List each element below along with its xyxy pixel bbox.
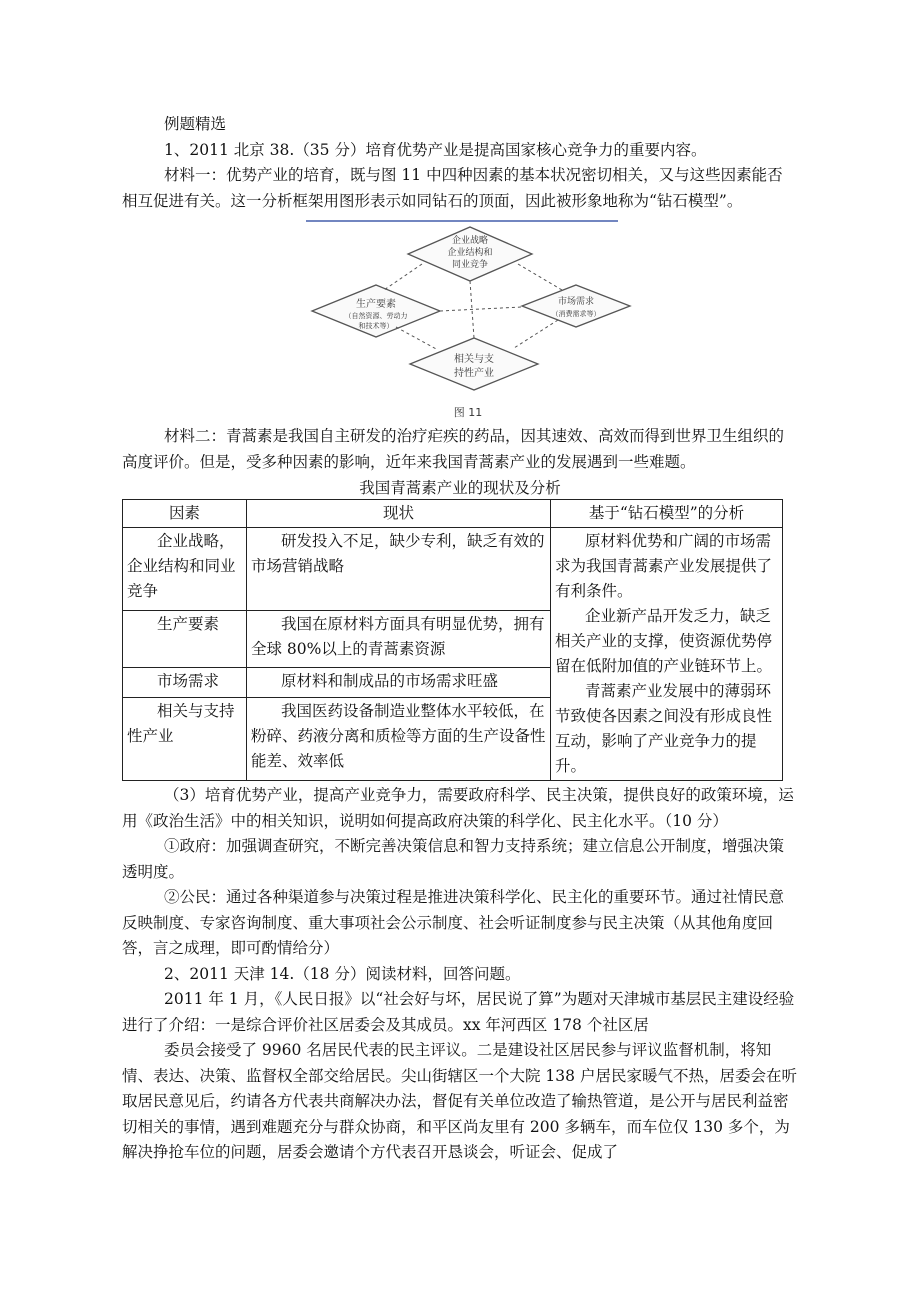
status-cell: 原材料和制成品的市场需求旺盛 <box>247 667 551 697</box>
status-cell: 我国医药设备制造业整体水平较低，在粉碎、药液分离和质检等方面的生产设备性能差、效率低 <box>247 697 551 780</box>
link-right-bottom <box>514 320 558 348</box>
node-top-line-2: 企业结构和 <box>447 248 493 258</box>
link-top-right <box>518 264 562 290</box>
factor-cell: 生产要素 <box>123 611 247 668</box>
node-left-line-2: （自然资源、劳动力 <box>344 312 408 320</box>
factor-cell: 市场需求 <box>123 667 247 697</box>
diamond-model-diagram <box>122 216 798 424</box>
table-header-row <box>123 500 783 528</box>
analysis-paragraph: 原材料优势和广阔的市场需求为我国青蒿素产业发展提供了有利条件。 <box>555 532 773 600</box>
factor-cell: 企业战略，企业结构和同业竞争 <box>123 528 247 611</box>
analysis-paragraph: 企业新产品开发乏力，缺乏相关产业的支撑，使资源优势停留在低附加值的产业链环节上。 <box>555 607 773 675</box>
diamond-model-figure <box>122 216 798 424</box>
node-top-line-1: 企业战略 <box>451 236 489 246</box>
node-right-line-2: （消费需求等） <box>551 310 601 318</box>
material-1: 材料一：优势产业的培育，既与图 11 中四种因素的基本状况密切相关，又与这些因素能否相互促进有关。这一分析框架用图形表示如同钻石的顶面，因此被形象地称为“钻石模型”。 <box>122 166 783 210</box>
question-2-title: 2、2011 天津 14.（18 分）阅读材料，回答问题。 <box>164 964 521 983</box>
figure-caption: 图 11 <box>453 406 483 419</box>
link-left-bottom <box>396 327 438 350</box>
answer-government: ①政府：加强调查研究，不断完善决策信息和智力支持系统；建立信息公开制度，增强决策透明度。 <box>122 837 785 881</box>
document-page <box>122 112 798 1166</box>
link-top-left <box>384 264 422 290</box>
question-1-sub-3: （3）培育优势产业，提高产业竞争力，需要政府科学、民主决策，提供良好的政策环境，运用《政治生活》中的相关知识，说明如何提高政府决策的科学化、民主化水平。（10 分） <box>122 786 794 830</box>
answer-citizen: ②公民：通过各种渠道参与决策过程是推进决策科学化、民主化的重要环节。通过社情民意反映制度、专家咨询制度、重大事项社会公示制度、社会听证制度参与民主决策（从其他角度回答，言之成理，即可酌情给分） <box>122 888 785 957</box>
node-left-line-1: 生产要素 <box>356 299 396 310</box>
header-factor: 因素 <box>123 500 247 528</box>
table-title: 我国青蒿素产业的现状及分析 <box>359 479 561 497</box>
link-left-right <box>440 307 522 311</box>
node-left-line-3: 和技术等） <box>358 322 394 330</box>
analysis-cell <box>551 528 783 781</box>
question-1-title: 1、2011 北京 38.（35 分）培育优势产业是提高国家核心竞争力的重要内容。 <box>164 140 707 159</box>
header-analysis: 基于“钻石模型”的分析 <box>551 500 783 528</box>
section-heading: 例题精选 <box>164 115 227 133</box>
question-2-paragraph-1: 2011 年 1 月，《人民日报》以“社会好与坏，居民说了算”为题对天津城市基层民主建设经验进行了介绍：一是综合评价社区居委会及其成员。xx 年河西区 178 个社区居 <box>122 990 795 1034</box>
node-bottom-line-1: 相关与支 <box>454 354 494 365</box>
node-top-line-3: 同业竞争 <box>451 260 489 270</box>
table-row <box>123 528 783 611</box>
factor-cell: 相关与支持性产业 <box>123 697 247 780</box>
analysis-paragraph: 青蒿素产业发展中的薄弱环节致使各因素之间没有形成良性互动，影响了产业竞争力的提升。 <box>555 682 773 775</box>
question-2-paragraph-2: 委员会接受了 9960 名居民代表的民主评议。二是建设社区居民参与评议监督机制，将知情、表达、决策、监督权全部交给居民。尖山街辖区一个大院 138 户居民家暖气不热，居委会在听取居民意见后，约请各方代表共商解决办法，督促有关单位改造了输热管道，是公开与居民利益密切相关的事情，遇到难题充分与群众协商，和平区尚友里有 200 多辆车，而车位仅 130 多个，为解决挣抢车位的问题，居委会邀请个方代表召开恳谈会，听证会、促成了 <box>122 1041 797 1161</box>
artemisinin-table <box>122 499 783 781</box>
status-cell: 研发投入不足，缺少专利，缺乏有效的市场营销战略 <box>247 528 551 611</box>
status-cell: 我国在原材料方面具有明显优势，拥有全球 80%以上的青蒿素资源 <box>247 611 551 668</box>
header-status: 现状 <box>247 500 551 528</box>
node-bottom-line-2: 持性产业 <box>454 368 494 379</box>
material-2: 材料二：青蒿素是我国自主研发的治疗疟疾的药品，因其速效、高效而得到世界卫生组织的高度评价。但是，受多种因素的影响，近年来我国青蒿素产业的发展遇到一些难题。 <box>122 427 785 471</box>
node-right-line-1: 市场需求 <box>557 297 595 307</box>
